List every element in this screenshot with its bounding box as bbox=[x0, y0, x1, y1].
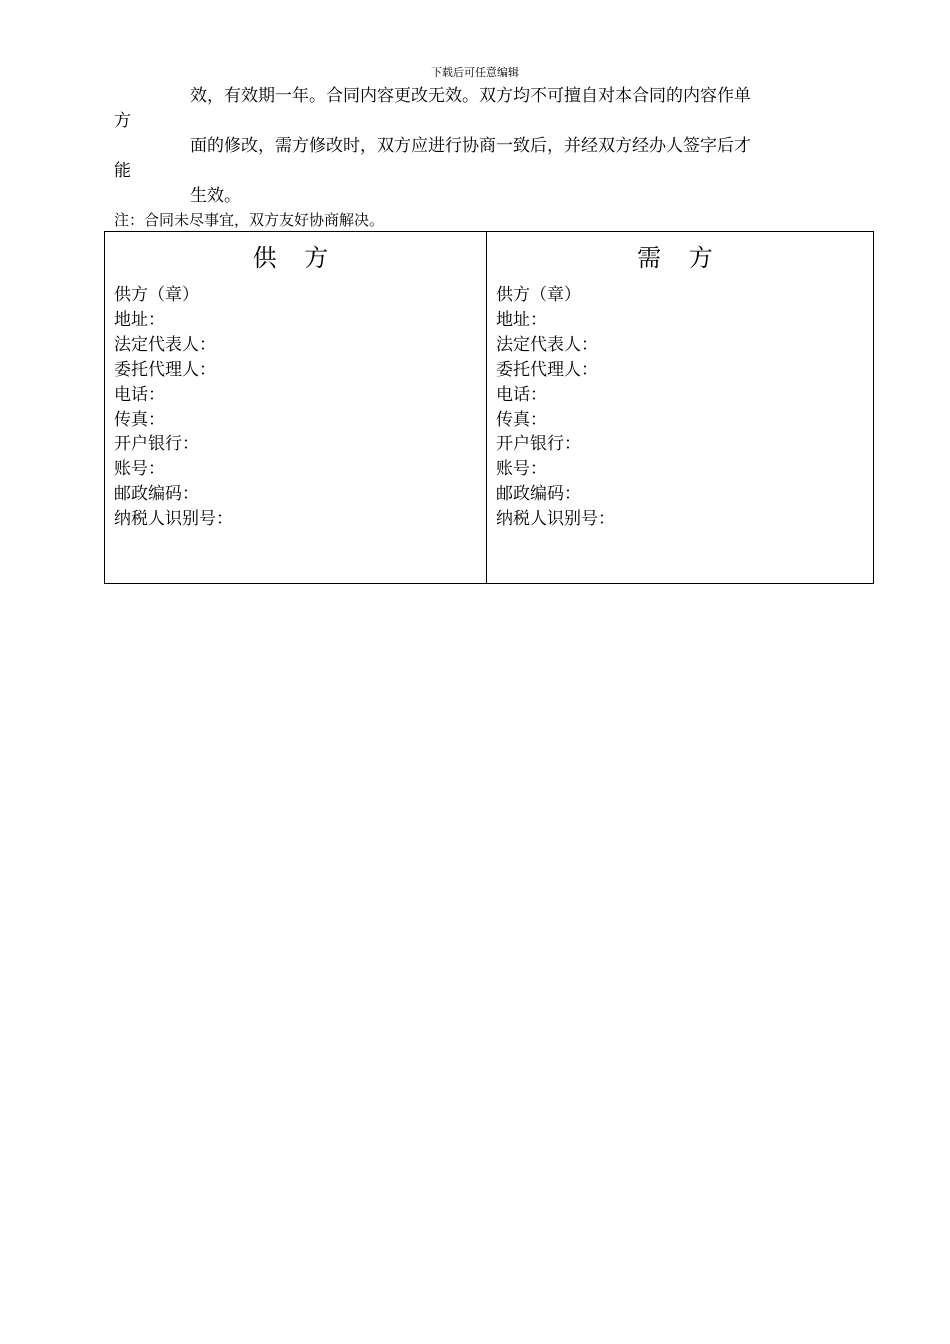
supplier-address-field: 地址： bbox=[114, 309, 165, 330]
contract-clause-line-2: 面的修改，需方修改时，双方应进行协商一致后，并经双方经办人签字后才 bbox=[190, 136, 751, 156]
supplier-field-list bbox=[114, 283, 233, 532]
contract-clause-line-3: 生效。 bbox=[190, 186, 241, 206]
supplier-bank-field: 开户银行： bbox=[114, 434, 199, 455]
buyer-bank-field: 开户银行： bbox=[496, 434, 581, 455]
supplier-account-field: 账号： bbox=[114, 459, 165, 480]
buyer-column bbox=[487, 232, 873, 583]
supplier-legal-rep-field: 法定代表人： bbox=[114, 334, 216, 355]
buyer-field-list bbox=[496, 283, 615, 532]
buyer-fax-field: 传真： bbox=[496, 409, 547, 430]
signature-table bbox=[104, 231, 874, 584]
buyer-title: 需 方 bbox=[637, 244, 723, 272]
supplier-title: 供 方 bbox=[252, 244, 339, 272]
buyer-phone-field: 电话： bbox=[496, 384, 547, 405]
supplier-postcode-field: 邮政编码： bbox=[114, 484, 199, 505]
buyer-legal-rep-field: 法定代表人： bbox=[496, 334, 598, 355]
buyer-taxid-field: 纳税人识别号： bbox=[496, 509, 615, 530]
supplier-phone-field: 电话： bbox=[114, 384, 165, 405]
supplier-taxid-field: 纳税人识别号： bbox=[114, 509, 233, 530]
supplier-agent-field: 委托代理人： bbox=[114, 359, 216, 380]
buyer-agent-field: 委托代理人： bbox=[496, 359, 598, 380]
contract-clause-line-2-wrap: 能 bbox=[114, 161, 131, 181]
contract-clause-line-1: 效，有效期一年。合同内容更改无效。双方均不可擅自对本合同的内容作单 bbox=[190, 86, 751, 106]
page-header-note: 下载后可任意编辑 bbox=[431, 66, 519, 79]
buyer-address-field: 地址： bbox=[496, 309, 547, 330]
buyer-postcode-field: 邮政编码： bbox=[496, 484, 581, 505]
supplier-fax-field: 传真： bbox=[114, 409, 165, 430]
buyer-account-field: 账号： bbox=[496, 459, 547, 480]
contract-clause-line-1-wrap: 方 bbox=[114, 111, 131, 131]
buyer-seal-field: 供方（章） bbox=[496, 285, 581, 305]
supplier-seal-field: 供方（章） bbox=[114, 285, 199, 305]
contract-note: 注：合同未尽事宜，双方友好协商解决。 bbox=[114, 211, 385, 229]
supplier-column bbox=[105, 232, 487, 583]
